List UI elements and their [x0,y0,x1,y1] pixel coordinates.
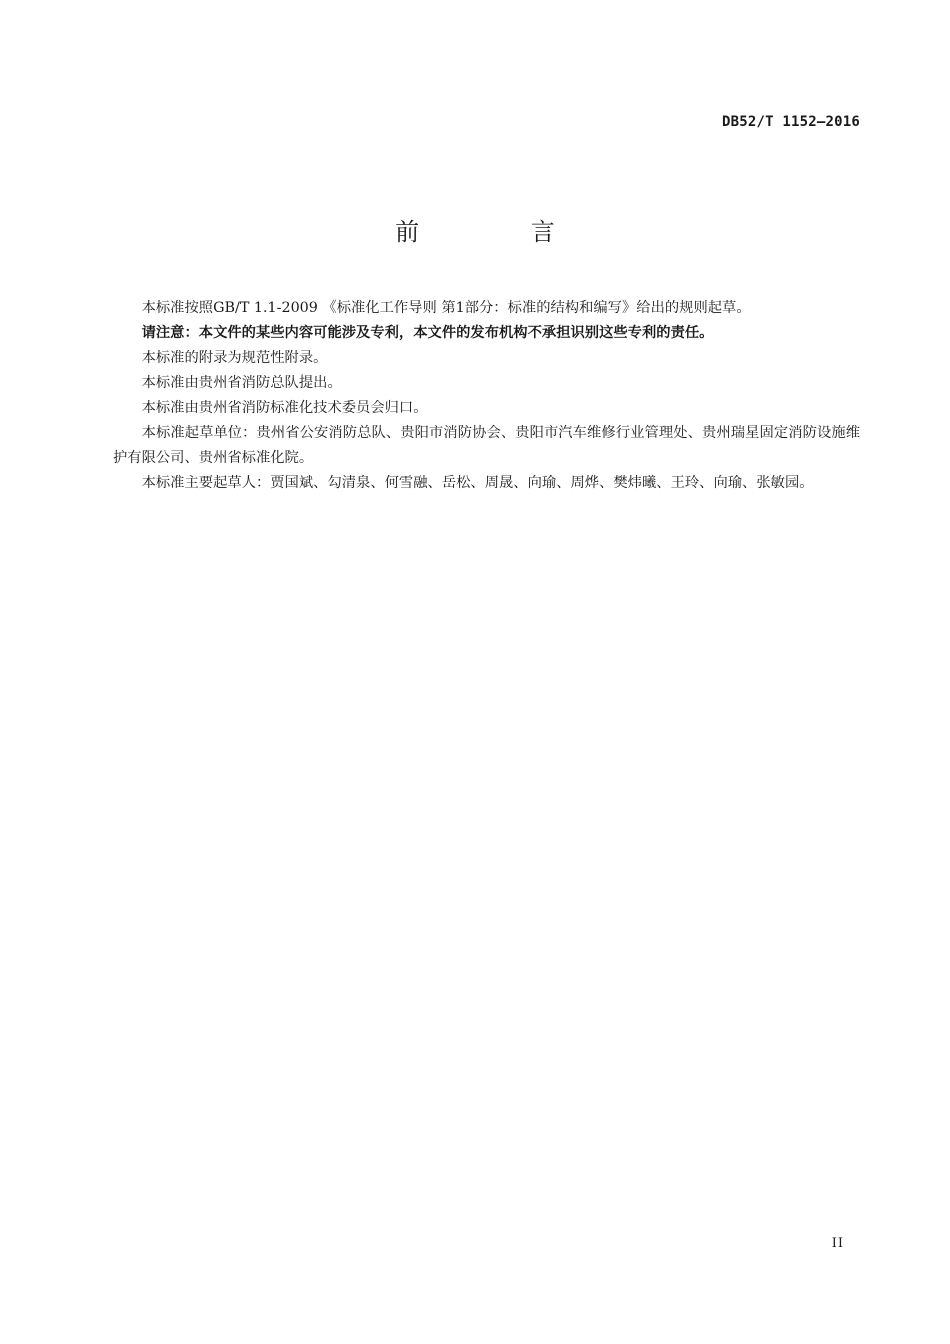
paragraph-committee: 本标准由贵州省消防标准化技术委员会归口。 [141,400,428,416]
page-title: 前 言 [395,218,607,246]
paragraph-patent-notice: 请注意：本文件的某些内容可能涉及专利，本文件的发布机构不承担识别这些专利的责任。 [141,325,714,341]
paragraph-drafting-rules: 本标准按照GB/T 1.1-2009 《标准化工作导则 第1部分：标准的结构和编写》给出的规则起草。 [141,300,751,316]
paragraph-drafters: 本标准主要起草人：贾国斌、勾清泉、何雪融、岳松、周晟、向瑜、周烨、樊炜曦、王玲、向瑜、张敏园。 [141,475,814,491]
page-number: II [831,1236,844,1251]
paragraph-drafting-units: 本标准起草单位：贵州省公安消防总队、贵阳市消防协会、贵阳市汽车维修行业管理处、贵州瑞星固定消防设施维护有限公司、贵州省标准化院。 [113,425,860,466]
document-code: DB52/T 1152—2016 [721,114,860,130]
paragraph-proposer: 本标准由贵州省消防总队提出。 [141,375,342,391]
paragraph-appendix: 本标准的附录为规范性附录。 [141,350,328,366]
foreword-body [113,296,860,496]
